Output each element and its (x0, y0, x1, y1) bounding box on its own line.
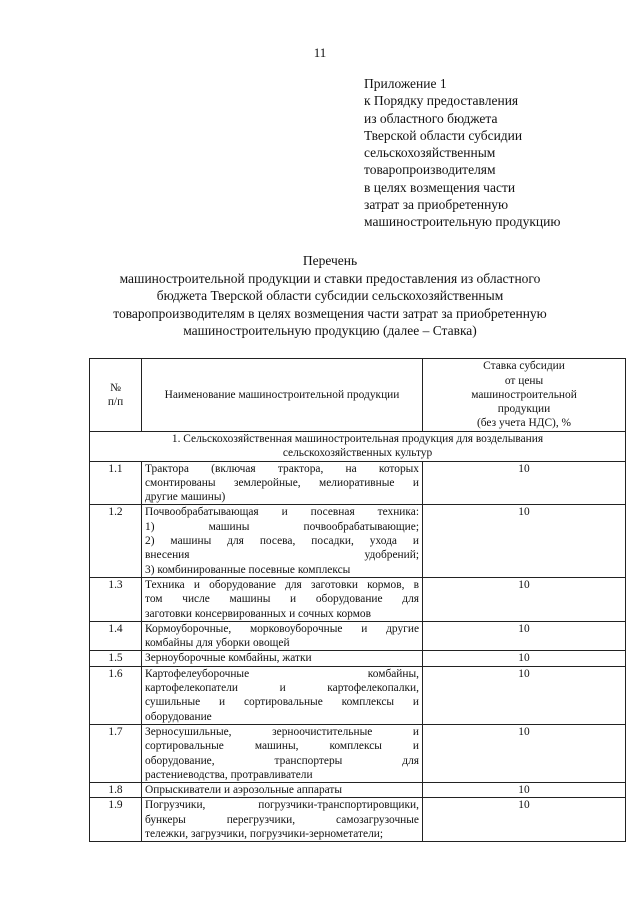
row-rate: 10 (423, 577, 626, 621)
table-row (90, 724, 626, 782)
product-name-line: комбайны для уборки овощей (145, 637, 290, 650)
row-product-name (142, 666, 423, 724)
table-row (90, 577, 626, 621)
product-name-line: другие машины) (145, 491, 226, 504)
row-number: 1.8 (90, 783, 142, 798)
product-name-line: картофелекопатели и картофелекопалки, (145, 682, 419, 695)
row-rate: 10 (423, 724, 626, 782)
row-product-name (142, 621, 423, 651)
heading-line: машиностроительную продукцию (далее – Ставка) (183, 323, 477, 339)
header-num-line: № (110, 381, 121, 394)
row-rate: 10 (423, 798, 626, 842)
product-name-line: внесения удобрений; (145, 549, 419, 562)
section-row (90, 432, 626, 462)
row-rate: 10 (423, 783, 626, 798)
header-rate (423, 359, 626, 432)
heading-title: Перечень (302, 253, 358, 268)
row-product-name (142, 798, 423, 842)
table-row (90, 798, 626, 842)
appendix-line: машиностроительную продукцию (364, 214, 561, 230)
appendix-line: товаропроизводителям (364, 162, 496, 178)
header-rate-line: Ставка субсидии (483, 360, 565, 373)
product-name-line: 1) машины почвообрабатывающие; (145, 520, 419, 533)
appendix-line: сельскохозяйственным (364, 145, 496, 161)
row-number: 1.3 (90, 577, 142, 621)
appendix-line: к Порядку предоставления (364, 93, 519, 109)
row-rate: 10 (423, 651, 626, 666)
product-name-line: заготовки консервированных и сочных кормов (145, 607, 371, 620)
table-row (90, 666, 626, 724)
row-product-name (142, 461, 423, 505)
row-rate: 10 (423, 621, 626, 651)
heading-line: товаропроизводителям в целях возмещения части затрат за приобретенную (113, 305, 547, 321)
product-name-line: Кормоуборочные, морковоуборочные и другие (145, 622, 419, 635)
product-name-line: Погрузчики, погрузчики-транспортировщики, (145, 799, 419, 812)
appendix-line: Тверской области субсидии (364, 127, 523, 143)
header-rate-line: (без учета НДС), % (476, 417, 572, 430)
appendix-line: затрат за приобретенную (364, 197, 509, 213)
section-line: 1. Сельскохозяйственная машиностроительная продукция для возделывания (171, 433, 544, 445)
product-name-line: Зерноуборочные комбайны, жатки (145, 652, 312, 665)
row-number: 1.2 (90, 505, 142, 577)
product-name-line: Техника и оборудование для заготовки кормов, в (145, 578, 419, 591)
row-number: 1.7 (90, 724, 142, 782)
product-name-line: оборудование, транспортеры для (145, 754, 419, 767)
product-name-line: 3) комбинированные посевные комплексы (145, 563, 351, 576)
header-rate-line: от цены (504, 374, 544, 387)
product-name-line: Трактора (включая трактора, на которых (145, 462, 419, 475)
product-name-line: 2) машины для посева, посадки, ухода и (145, 535, 419, 548)
product-name-line: оборудование (145, 710, 212, 723)
header-num (90, 359, 142, 432)
product-name-line: бункеры перегрузчики, самозагрузочные (145, 813, 419, 826)
table-row (90, 621, 626, 651)
row-number: 1.6 (90, 666, 142, 724)
header-rate-line: продукции (497, 403, 551, 416)
heading-line: бюджета Тверской области субсидии сельскохозяйственным (156, 288, 504, 304)
row-product-name (142, 783, 423, 798)
table-row (90, 461, 626, 505)
product-name-line: смонтированы землеройные, мелиоративные и (145, 476, 419, 489)
section-line: сельскохозяйственных культур (282, 447, 433, 460)
product-rate-table (89, 358, 626, 842)
appendix-line: в целях возмещения части (364, 179, 516, 195)
product-name-line: Картофелеуборочные комбайны, (145, 667, 419, 680)
row-product-name (142, 505, 423, 577)
product-name-line: том числе машины и оборудование для (145, 593, 419, 606)
appendix-line: из областного бюджета (364, 110, 498, 126)
header-rate-line: машиностроительной (471, 388, 577, 401)
appendix-block (364, 75, 624, 231)
row-product-name (142, 724, 423, 782)
table-header-row (90, 359, 626, 432)
product-name-line: тележки, загрузчики, погрузчики-зернометатели; (145, 828, 384, 841)
row-number: 1.1 (90, 461, 142, 505)
product-name-line: сушильные и сортировальные комплексы и (145, 696, 419, 709)
heading-line: машиностроительной продукции и ставки предоставления из областного (119, 270, 541, 286)
row-product-name (142, 577, 423, 621)
page-number: 11 (313, 45, 327, 60)
table-row (90, 783, 626, 798)
row-rate: 10 (423, 505, 626, 577)
section-title (90, 432, 626, 462)
document-heading (60, 252, 600, 340)
product-name-line: Опрыскиватели и аэрозольные аппараты (145, 784, 343, 797)
row-rate: 10 (423, 461, 626, 505)
product-name-line: сортировальные машины, комплексы и (145, 740, 419, 753)
header-num-line: п/п (107, 396, 124, 408)
row-number: 1.4 (90, 621, 142, 651)
appendix-line: Приложение 1 (364, 76, 447, 91)
product-name-line: растениеводства, протравливатели (145, 768, 313, 781)
row-rate: 10 (423, 666, 626, 724)
product-name-line: Зерносушильные, зерноочистительные и (145, 725, 419, 738)
table-row (90, 505, 626, 577)
row-number: 1.9 (90, 798, 142, 842)
product-name-line: Почвообрабатывающая и посевная техника: (145, 506, 419, 519)
header-name: Наименование машиностроительной продукции (142, 359, 423, 432)
table-row (90, 651, 626, 666)
row-product-name (142, 651, 423, 666)
row-number: 1.5 (90, 651, 142, 666)
